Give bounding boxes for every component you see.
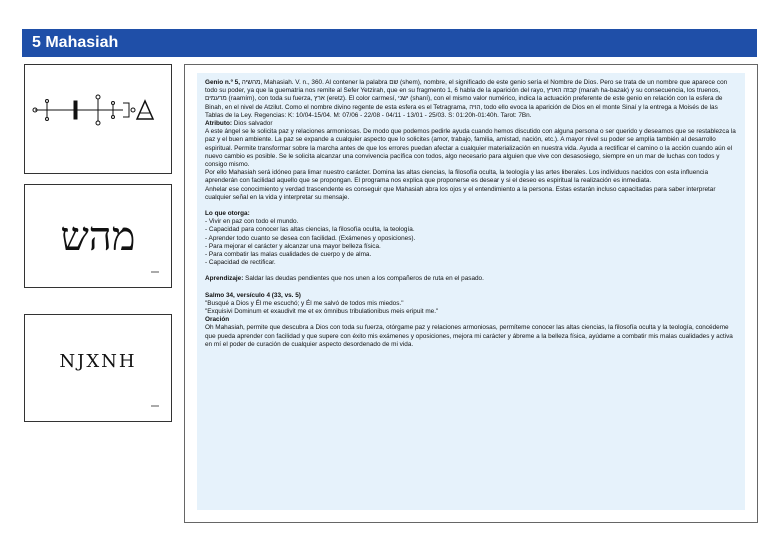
- angelic-letters: NJXNH: [59, 351, 137, 372]
- otorga-item: - Vivir en paz con todo el mundo.: [205, 218, 299, 226]
- description-paragraph-2: Por ello Mahasiah será idóneo para limar nuestro carácter. Domina las altas ciencias, la filosofía oculta, la teología y las artes liberales. Los individuos nacidos con esta influencia aprenderán con facilidad aquello que se propongan. El programa nos explica que proponerse es desear y si el deseo es espiritual la realización es inmediata.: [205, 169, 709, 185]
- sigil-image: [24, 64, 172, 174]
- otorga-item: - Para combatir las malas cualidades de cuerpo y de alma.: [205, 251, 372, 259]
- genio-label: Genio n.º 5,: [205, 79, 241, 86]
- caption-mark: [151, 271, 159, 273]
- oracion-heading: Oración: [205, 316, 230, 324]
- oracion-body: Oh Mahasiah, permite que descubra a Dios con toda su fuerza, otórgame paz y relaciones armoniosas, permíteme conocer las altas ciencias, la filosofía oculta y la teología, concédeme que pueda aprender con facilidad y que supere con éxito mis exámenes y oposiciones, mejora mi carácter y ábreme a la belleza física, ayúdame a combatir mis malas cualidades y activa en mí el poder de curación de cualquier aspecto desordenado de mi vida.: [205, 324, 733, 348]
- genio-paragraph: [205, 79, 737, 120]
- aprendizaje-label: Aprendizaje:: [205, 275, 244, 283]
- otorga-item: - Para mejorar el carácter y alcanzar una mayor belleza física.: [205, 242, 381, 250]
- genio-body: מהשיה, Mahasiah. V. n., 360. Al contener la palabra שם (shem), nombre, el significado de este genio sería el Nombre de Dios. Pero se trata de un nombre que aparece con todo su poder, ya que la guematria nos remite al Sefer Yetzirah, que en su fragmento 1, 6 habla de la aparición del rayo, קבזה הארץ (marah ha-bazak) y su consecuencia, los truenos, מרעמים (raamím), con toda su fuerza, ארץ (eretz). El color carmesí, ישני (shaní), con el mismo valor numérico, indica la actuación preferente de este genio en relación con la esfera de Binah, en el nivel de Atzilut. Como el nombre divino regente de esta esfera es el Tetragrama, הויה, todo ello evoca la aparición de Dios en el monte Sinaí y la entrega a Moisés de las Tablas de la Ley. Regencias: K: 10/04-15/04. M: 07/06 - 22/08 - 04/11 - 13/01 - 25/03. S: 01:20h-01:40h. Tarot: 7Bn.: [205, 79, 728, 119]
- otorga-item: - Aprender todo cuanto se desea con facilidad. (Exámenes y oposiciones).: [205, 234, 416, 242]
- page-title-text: 5 Mahasiah: [32, 34, 119, 51]
- otorga-item: - Capacidad para conocer las altas ciencias, la filosofía oculta, la teología.: [205, 226, 415, 234]
- hebrew-letters-image: [24, 184, 172, 288]
- caption-mark: [151, 405, 159, 407]
- otorga-item: - Capacidad de rectificar.: [205, 259, 276, 267]
- angelic-letters-image: [24, 314, 172, 422]
- aprendizaje-value: Saldar las deudas pendientes que nos unen a los compañeros de ruta en el pasado.: [243, 275, 484, 283]
- text-content: [197, 73, 745, 510]
- otorga-heading: Lo que otorga:: [205, 210, 250, 218]
- atributo-value: Dios salvador: [231, 120, 273, 128]
- sigil-icon: [25, 65, 171, 173]
- aprendizaje-line: [205, 275, 737, 283]
- salmo-latin: "Exquisivi Dominum et exaudivit me et ex ómnibus tribulationibus meis eripuit me.": [205, 308, 439, 316]
- salmo-spanish: "Busqué a Dios y Él me escuchó; y Él me salvó de todos mis miedos.": [205, 299, 404, 307]
- description-paragraph-1: A este ángel se le solicita paz y relaciones armoniosas. De modo que podemos pedirle ayuda cuando hemos discutido con alguna persona o ser querido y deseamos que se restablezca la paz y el buen ambiente. La paz se expande a cualquier aspecto que lo solicites (amor, trabajo, familia, amistad, nación, etc.). A mayor nivel su poder se amplía también al desarrollo espiritual. Permite transformar sobre la marcha antes de que los errores puedan afectar a cualquier materialización en nuestra vida. Ayuda a rectificar el camino o la acción cuando aún el nuevo cambio es posible. Se le solicita alcanzar una convivencia pacífica con todos, algo necesario para alguien que vive con desasosiego, siempre en un mar de luchas con todos y consigo mismo.: [205, 128, 736, 169]
- description-paragraph-3: Anhelar ese conocimiento y verdad trascendente es conseguir que Mahasiah abra los ojos y el entendimiento a la persona. Estas estarán incluso capacitadas para saber interpretar cualquier señal en la vida y interpretar su mensaje.: [205, 185, 716, 201]
- hebrew-letters: מהש: [60, 214, 136, 260]
- text-panel: [184, 64, 758, 523]
- atributo-line: [205, 120, 737, 128]
- atributo-label: Atributo:: [205, 120, 232, 128]
- page-title: [22, 29, 757, 57]
- salmo-heading: Salmo 34, versículo 4 (33, vs. 5): [205, 291, 301, 299]
